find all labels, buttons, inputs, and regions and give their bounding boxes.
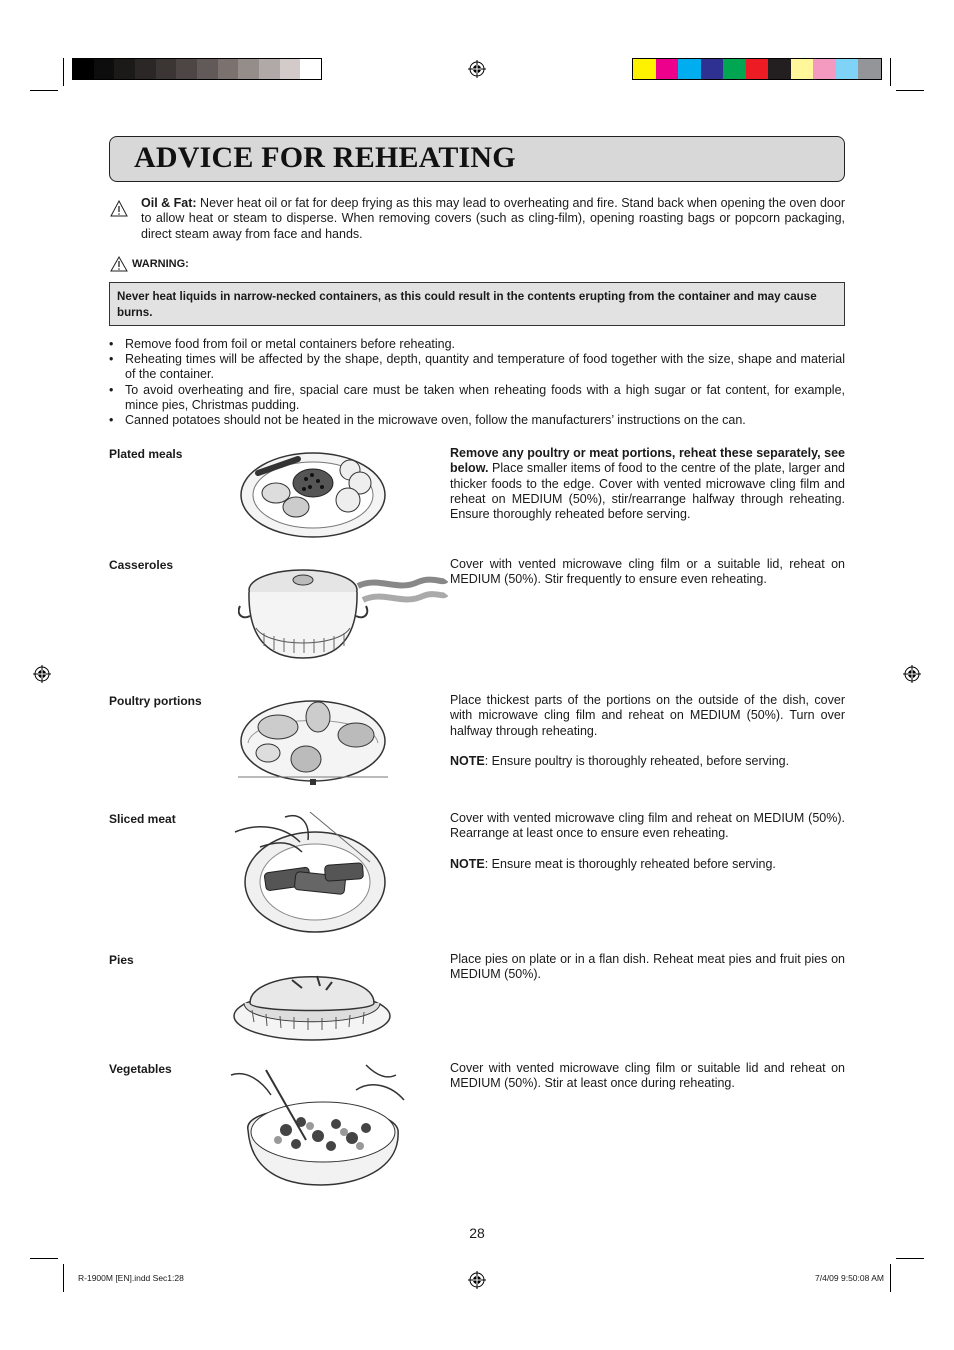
gray-swatch [94,59,115,79]
casserole-illustration [238,558,448,673]
color-swatch [723,59,746,79]
poultry-note-text: : Ensure poultry is thoroughly reheated, before serving. [484,753,790,768]
sliced-meat-note-label: NOTE [450,856,485,871]
sliced-meat-text: Cover with vented microwave cling film and reheat on MEDIUM (50%). Rearrange at least once to ensure even reheating. [450,811,845,841]
poultry-text: Place thickest parts of the portions on the outside of the dish, cover with microwave cling film and reheat on MEDIUM (50%). Turn over halfway through reheating. [450,693,845,738]
grayscale-color-bar [72,58,322,80]
list-item: • Remove food from foil or metal containers before reheating. [109,337,845,352]
footer-timestamp: 7/4/09 9:50:08 AM [815,1273,884,1283]
color-swatch [701,59,724,79]
advice-bullet-list [109,337,845,428]
footer-file-info: R-1900M [EN].indd Sec1:28 [78,1273,184,1283]
poultry-illustration [238,693,388,788]
list-item: • Reheating times will be affected by the shape, depth, quantity and temperature of food together with the size, shape and material of the container. [109,352,845,382]
page-title-banner [109,136,845,182]
section-desc-sliced-meat [450,811,845,872]
poultry-note-label: NOTE [450,753,485,768]
section-desc-pies [450,952,845,983]
page-number: 28 [469,1225,485,1241]
casseroles-text: Cover with vented microwave cling film or a suitable lid, reheat on MEDIUM (50%). Stir frequently to ensure even reheating. [450,557,845,587]
registration-mark-icon [468,60,486,78]
color-swatch [791,59,814,79]
gray-swatch [280,59,301,79]
section-label-plated-meals: Plated meals [109,447,183,461]
gray-swatch [114,59,135,79]
process-color-bar [632,58,882,80]
list-item: • To avoid overheating and fire, spacial care must be taken when reheating foods with a high sugar or fat content, for example, mince pies, Christmas pudding. [109,383,845,413]
plated-meals-bold-text: Remove any poultry or meat portions, reheat these separately, see below. [450,446,845,476]
registration-mark-icon [468,1271,486,1289]
oil-fat-label: Oil & Fat: [141,196,197,210]
color-swatch [836,59,859,79]
warning-box: Never heat liquids in narrow-necked containers, as this could result in the contents erupting from the container and may cause burns. [109,282,845,326]
sliced-meat-note-text: : Ensure meat is thoroughly reheated before serving. [484,856,776,871]
gray-swatch [197,59,218,79]
section-desc-vegetables [450,1061,845,1092]
gray-swatch [156,59,177,79]
registration-mark-icon [903,665,921,683]
gray-swatch [218,59,239,79]
section-label-poultry-portions: Poultry portions [109,694,202,708]
color-swatch [768,59,791,79]
color-swatch [746,59,769,79]
gray-swatch [176,59,197,79]
section-desc-casseroles [450,557,845,588]
gray-swatch [73,59,94,79]
color-swatch [813,59,836,79]
section-label-pies: Pies [109,953,134,967]
color-swatch [678,59,701,79]
section-label-vegetables: Vegetables [109,1062,172,1076]
warning-triangle-icon [110,200,128,217]
warning-triangle-icon [110,256,128,272]
list-item: • Canned potatoes should not be heated in the microwave oven, follow the manufacturers’ instructions on the can. [109,413,845,428]
page-title: ADVICE FOR REHEATING [134,141,516,174]
plated-meals-text: Place smaller items of food to the centre of the plate, larger and thicker foods to the edge. Cover with vented microwave cling film and reheat on MEDIUM (50%), stir/rearrange halfway through reheating. Ensure thoroughly reheated before serving. [450,461,845,522]
gray-swatch [300,59,321,79]
pie-illustration [232,958,392,1043]
section-desc-plated-meals [450,446,845,522]
section-label-casseroles: Casseroles [109,558,174,572]
color-swatch [633,59,656,79]
registration-mark-icon [33,665,51,683]
section-desc-poultry-portions [450,693,845,769]
vegetables-illustration [226,1060,408,1190]
warning-label: WARNING: [132,258,189,270]
pies-text: Place pies on plate or in a flan dish. Reheat meat pies and fruit pies on MEDIUM (50%). [450,952,845,982]
oil-fat-text: Never heat oil or fat for deep frying as this may lead to overheating and fire. Stand back when opening the oven door to allow heat or steam to disperse. When removing covers (such as cling-film), opening roasting bags or popcorn packaging, direct steam away from face and hands. [141,196,845,241]
oil-fat-paragraph [141,196,845,242]
color-swatch [656,59,679,79]
gray-swatch [238,59,259,79]
gray-swatch [135,59,156,79]
plated-meal-illustration [238,445,388,540]
sliced-meat-illustration [230,812,390,937]
section-label-sliced-meat: Sliced meat [109,812,176,826]
gray-swatch [259,59,280,79]
color-swatch [858,59,881,79]
vegetables-text: Cover with vented microwave cling film or suitable lid and reheat on MEDIUM (50%). Stir at least once during reheating. [450,1061,845,1091]
